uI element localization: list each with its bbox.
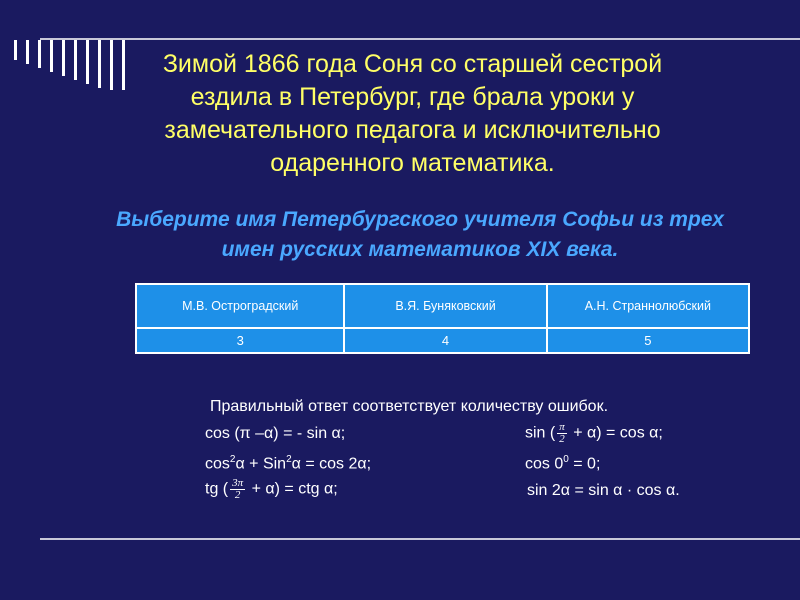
fraction: $\frac{\pi}{2}$: [559, 421, 565, 445]
answer-note: Правильный ответ соответствует количеству ошибок.: [210, 398, 609, 415]
table-cell: 3: [136, 328, 344, 353]
mathematicians-table: [135, 283, 750, 354]
formula-tg-3pi-half: tg ( $\frac{3\pi}{2}$ + α) = ctg α;: [205, 477, 338, 501]
table-cell: 5: [547, 328, 749, 353]
fraction: $\frac{3\pi}{2}$: [232, 477, 244, 501]
question-text: Выберите имя Петербургского учителя Софьи из трех имен русских математиков XIX века.: [116, 208, 724, 261]
table-cell: В.Я. Буняковский: [344, 284, 546, 328]
slide-title: Зимой 1866 года Соня со старшей сестрой ездила в Петербург, где брала уроки у замечательного педагога и исключительно одаренного математика.: [162, 50, 663, 177]
formula-cos-pi-minus-alpha: cos (π –α) = - sin α;: [205, 425, 346, 442]
table-row: [136, 328, 749, 353]
formula-pythagorean: $\cos^2\alpha + Sin^2\alpha = \cos 2\alpha$;: [205, 454, 372, 473]
table-cell: 4: [344, 328, 546, 353]
table-cell: М.В. Остроградский: [136, 284, 344, 328]
table-row: [136, 284, 749, 328]
bottom-divider: [40, 538, 800, 540]
formula-sin-pi-half: sin ( $\frac{\pi}{2}$ + α) = cos α;: [525, 421, 663, 445]
table-cell: А.Н. Страннолюбский: [547, 284, 749, 328]
decorative-stripes: [14, 40, 134, 90]
formula-cos-zero: $\cos 0^0 = 0$;: [525, 454, 601, 473]
formula-sin-double-angle: sin 2α = sin α · cos α.: [527, 482, 680, 499]
top-divider: [40, 38, 800, 40]
